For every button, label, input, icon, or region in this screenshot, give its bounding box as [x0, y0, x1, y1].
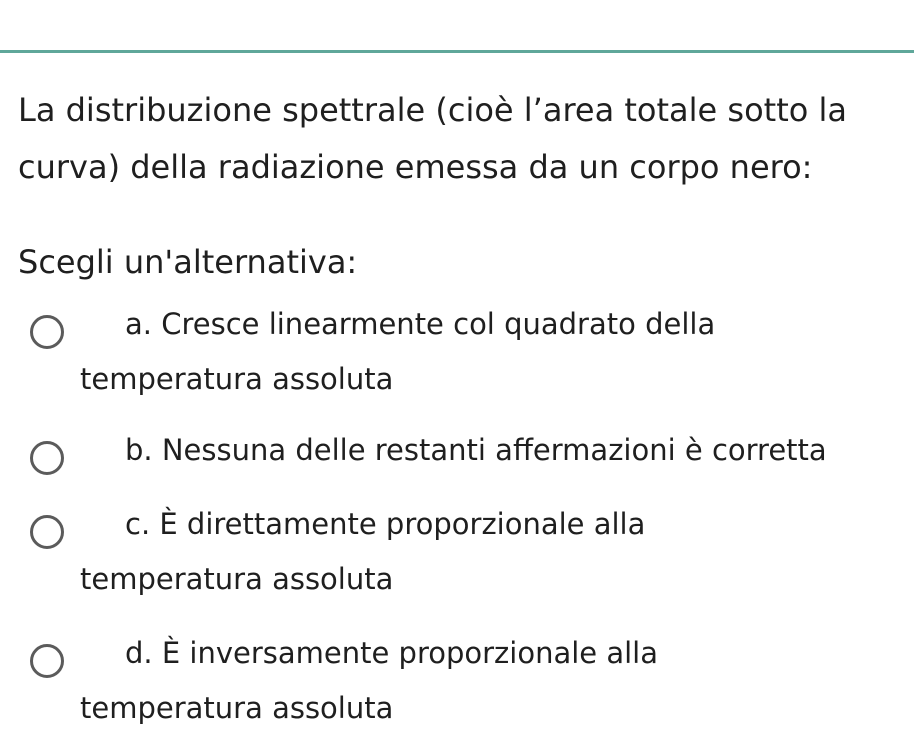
header-divider — [0, 50, 914, 53]
answer-option-a-line2: temperatura assoluta — [80, 362, 394, 396]
answer-option-b-line1: b. Nessuna delle restanti affermazioni è corretta — [125, 433, 827, 467]
answer-option-a-line1: a. Cresce linearmente col quadrato della — [125, 307, 716, 341]
answer-option-b[interactable] — [30, 423, 890, 478]
answer-option-b-label — [30, 423, 890, 478]
answer-option-d-line1: d. È inversamente proporzionale alla — [125, 636, 658, 670]
answer-option-d-label — [30, 626, 890, 736]
answer-option-c-line1: c. È direttamente proporzionale alla — [125, 507, 646, 541]
question-text: La distribuzione spettrale (cioè l’area totale sotto la curva) della radiazione emessa da un corpo nero: — [18, 91, 847, 186]
answer-option-c[interactable] — [30, 497, 890, 607]
answer-option-c-label — [30, 497, 890, 607]
answer-option-d-line2: temperatura assoluta — [80, 691, 394, 725]
answer-option-a-label — [30, 297, 890, 407]
answer-prompt: Scegli un'alternativa: — [18, 243, 358, 281]
answer-option-c-line2: temperatura assoluta — [80, 562, 394, 596]
answer-option-a[interactable] — [30, 297, 890, 407]
answer-option-d[interactable] — [30, 626, 890, 736]
